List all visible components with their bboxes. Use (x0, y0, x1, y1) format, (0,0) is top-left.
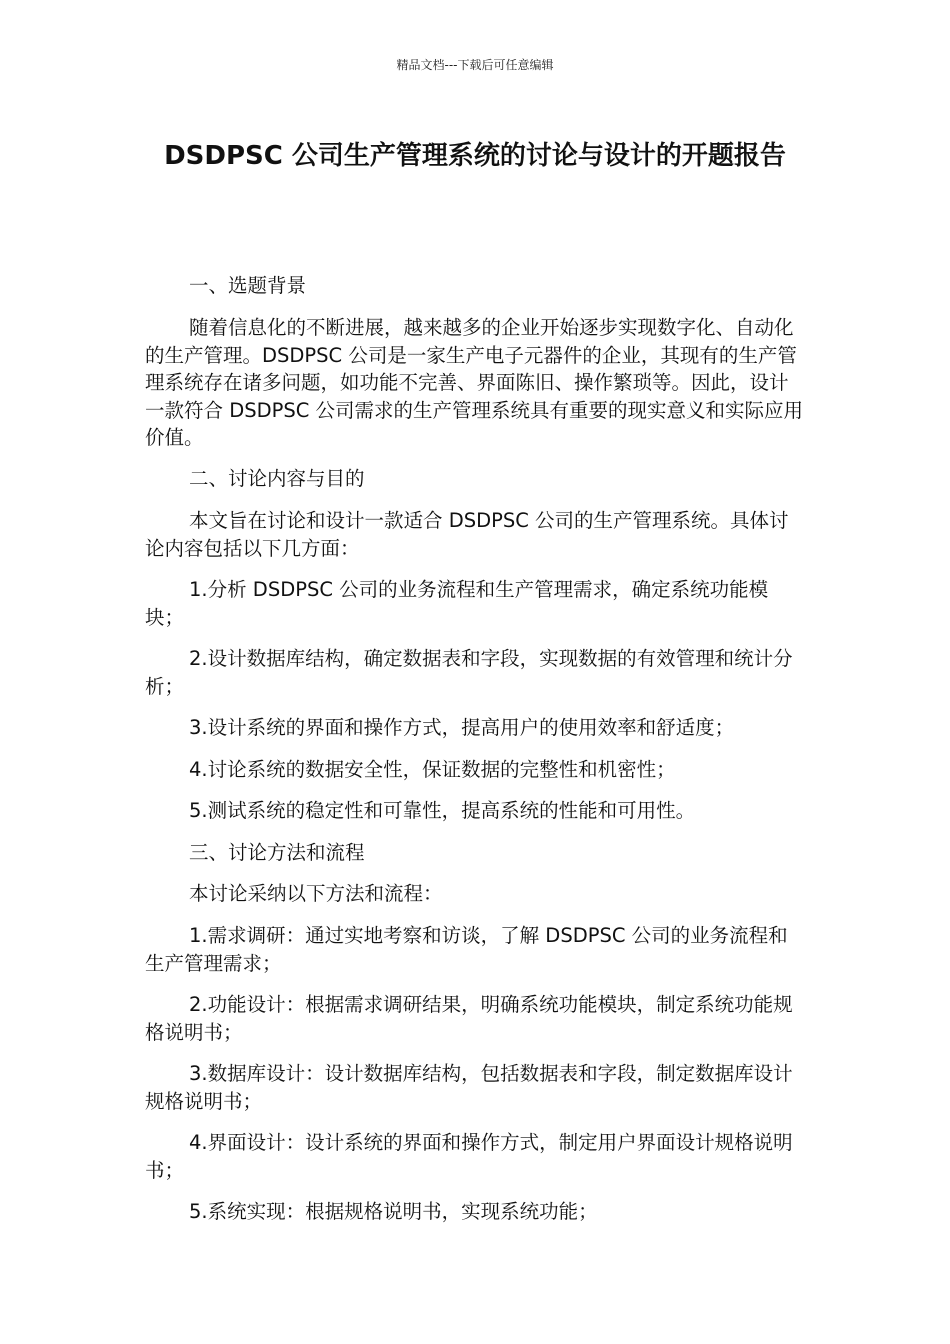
section-heading-1: 一、选题背景 (189, 274, 307, 297)
list-item-method-4: 4.界面设计：设计系统的界面和操作方式，制定用户界面设计规格说明书； (145, 1131, 793, 1182)
list-item-content-2: 2.设计数据库结构，确定数据表和字段，实现数据的有效管理和统计分析； (145, 647, 793, 698)
list-item-method-5: 5.系统实现：根据规格说明书，实现系统功能； (189, 1200, 598, 1223)
list-item-method-1: 1.需求调研：通过实地考察和访谈，了解 DSDPSC 公司的业务流程和生产管理需求； (145, 924, 788, 975)
list-item-content-1: 1.分析 DSDPSC 公司的业务流程和生产管理需求，确定系统功能模块； (145, 578, 769, 629)
list-item-content-5: 5.测试系统的稳定性和可靠性，提高系统的性能和可用性。 (189, 799, 696, 822)
document-title: DSDPSC 公司生产管理系统的讨论与设计的开题报告 (164, 141, 786, 171)
list-item-method-3: 3.数据库设计：设计数据库结构，包括数据表和字段，制定数据库设计规格说明书； (145, 1062, 793, 1113)
page-header: 精品文档---下载后可任意编辑 (396, 58, 554, 72)
paragraph-background: 随着信息化的不断进展，越来越多的企业开始逐步实现数字化、自动化的生产管理。DSDPSC 公司是一家生产电子元器件的企业，其现有的生产管理系统存在诸多问题，如功能不完善、界面陈旧、操作繁琐等。因此，设计一款符合 DSDPSC 公司需求的生产管理系统具有重要的现实意义和实际应用价值。 (145, 316, 804, 449)
paragraph-purpose: 本文旨在讨论和设计一款适合 DSDPSC 公司的生产管理系统。具体讨论内容包括以下几方面： (145, 509, 789, 560)
list-item-method-2: 2.功能设计：根据需求调研结果，明确系统功能模块，制定系统功能规格说明书； (145, 993, 793, 1044)
section-heading-2: 二、讨论内容与目的 (189, 467, 365, 490)
section-heading-3: 三、讨论方法和流程 (189, 841, 365, 864)
list-item-content-4: 4.讨论系统的数据安全性，保证数据的完整性和机密性； (189, 758, 676, 781)
paragraph-method: 本讨论采纳以下方法和流程： (189, 882, 443, 905)
list-item-content-3: 3.设计系统的界面和操作方式，提高用户的使用效率和舒适度； (189, 716, 735, 739)
